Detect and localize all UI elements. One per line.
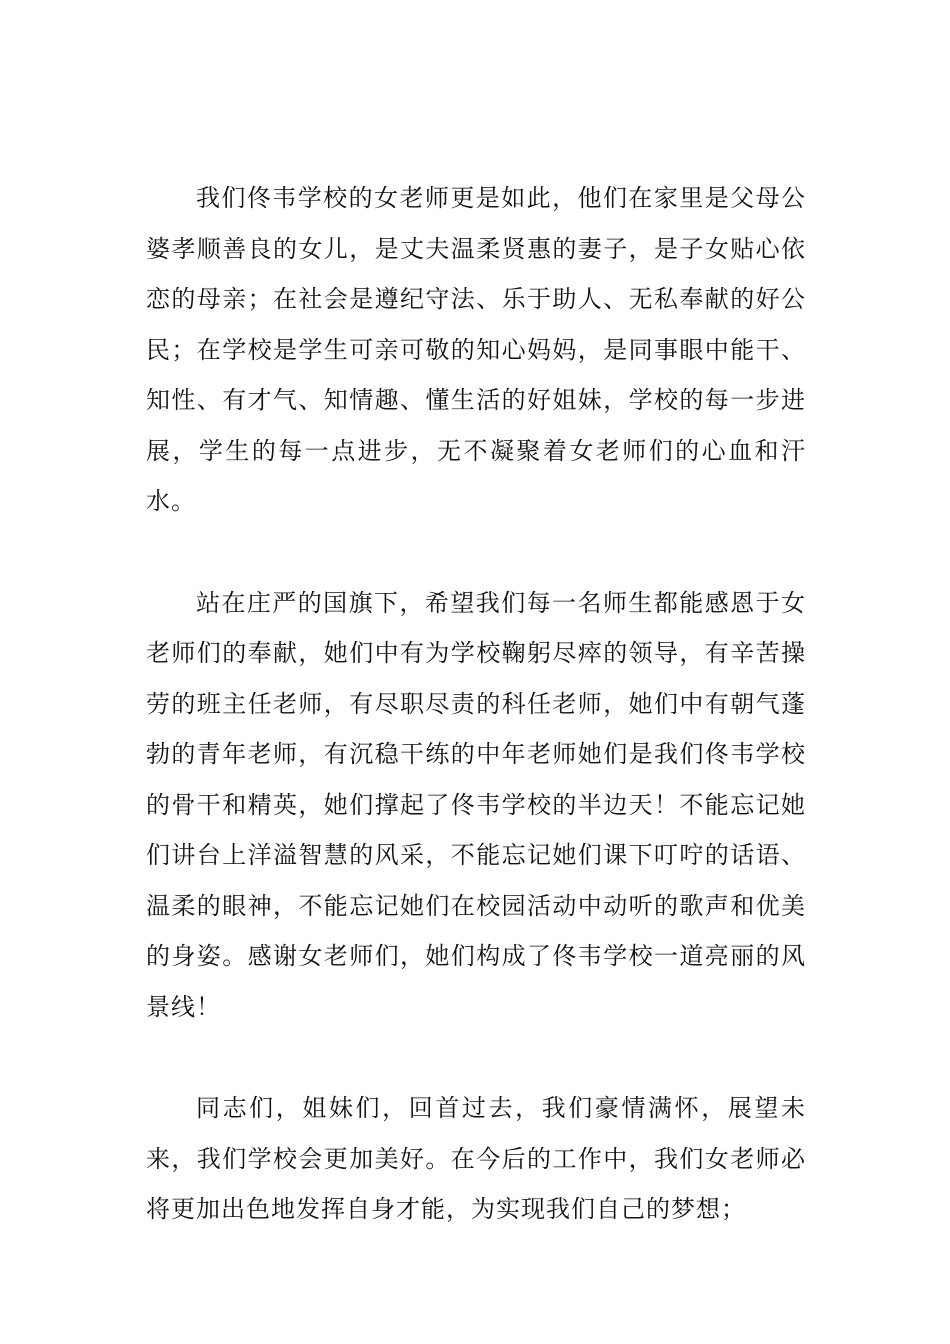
document-body (146, 173, 806, 1235)
paragraph-3: 同志们，姐妹们，回首过去，我们豪情满怀，展望未来，我们学校会更加美好。在今后的工作中，我们女老师必将更加出色地发挥自身才能，为实现我们自己的梦想； (146, 1094, 806, 1223)
paragraph-1: 我们佟韦学校的女老师更是如此，他们在家里是父母公婆孝顺善良的女儿，是丈夫温柔贤惠的妻子，是子女贴心依恋的母亲；在社会是遵纪守法、乐于助人、无私奉献的好公民；在学校是学生可亲可敬的知心妈妈，是同事眼中能干、知性、有才气、知情趣、懂生活的好姐妹，学校的每一步进展，学生的每一点进步，无不凝聚着女老师们的心血和汗水。 (146, 184, 806, 515)
paragraph-2: 站在庄严的国旗下，希望我们每一名师生都能感恩于女老师们的奉献，她们中有为学校鞠躬尽瘁的领导，有辛苦操劳的班主任老师，有尽职尽责的科任老师，她们中有朝气蓬勃的青年老师，有沉稳干练的中年老师她们是我们佟韦学校的骨干和精英，她们撑起了佟韦学校的半边天！不能忘记她们讲台上洋溢智慧的风采，不能忘记她们课下叮咛的话语、温柔的眼神，不能忘记她们在校园活动中动听的歌声和优美的身姿。感谢女老师们，她们构成了佟韦学校一道亮丽的风景线！ (146, 588, 806, 1021)
